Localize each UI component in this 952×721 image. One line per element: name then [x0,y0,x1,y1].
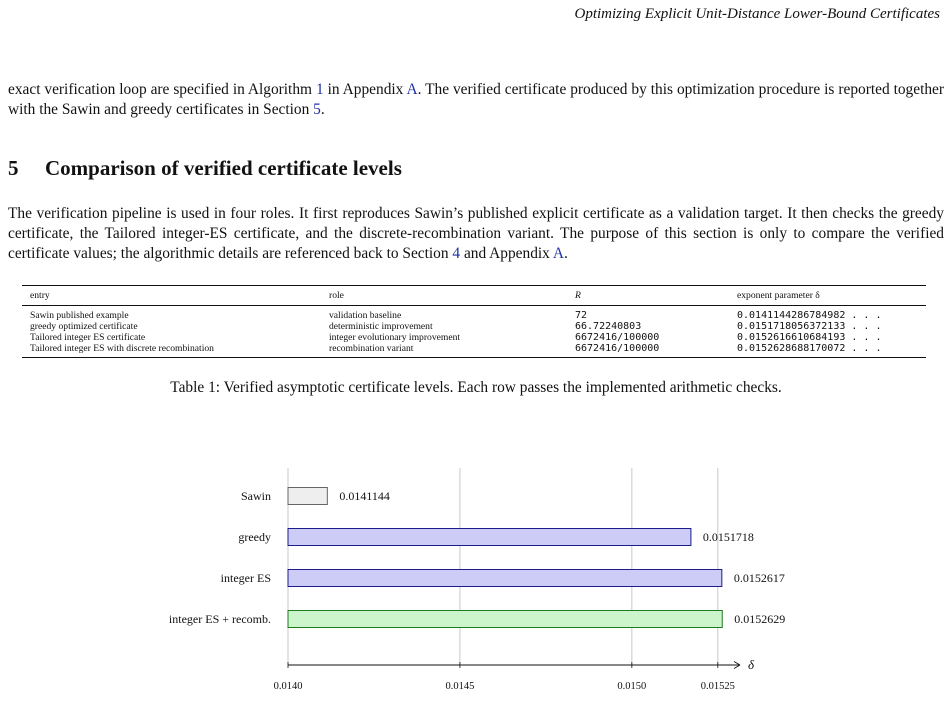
cell-role: deterministic improvement [329,321,433,332]
x-tick-label: 0.01525 [700,681,735,692]
x-tick-label: 0.0145 [445,681,475,692]
x-axis-label: δ [748,657,755,672]
cell-delta: 0.0151718056372133 . . . [737,321,882,332]
table-row [22,332,926,343]
cell-r: 66.72240803 [575,321,642,332]
section-ref-link[interactable]: 4 [452,245,461,262]
intro-text-a: exact verification loop are specified in Algorithm [8,81,316,98]
running-header: Optimizing Explicit Unit-Distance Lower-Bound Certificates [574,6,940,22]
column-header-delta: exponent parameter δ [737,290,820,301]
cell-role: integer evolutionary improvement [329,332,461,343]
value-label: 0.0152617 [733,571,785,585]
intro-text-d: . [320,101,325,118]
table-header-row [22,286,926,306]
cell-r: 6672416/100000 [575,343,660,354]
bar-integer-es [288,570,722,587]
body-text-a: The verification pipeline is used in four roles. It first reproduces Sawin’s published explicit certificate as a validation target. It then checks the greedy certificate, the Tailored integer-ES certificate, and the discrete-recombination variant. The purpose of this section is only to compare the verified certificate values; the algorithmic details are referenced back to Section [8,205,944,262]
bar-integer-es-recomb- [288,611,722,628]
intro-text-c: . The verified certificate produced by this optimization procedure is reported together with the Sawin and greedy certificates in Section [8,81,945,118]
cell-r: 6672416/100000 [575,332,660,343]
cell-entry: Sawin published example [30,310,129,321]
category-label: greedy [238,530,271,544]
delta-bar-chart [0,460,952,710]
cell-delta: 0.0152628688170072 . . . [737,343,882,354]
table-row [22,321,926,332]
category-label: integer ES + recomb. [168,612,271,626]
cell-delta: 0.0141144286784982 . . . [737,310,882,321]
column-header-role: role [329,290,344,301]
algorithm-ref-link[interactable]: 1 [315,81,324,98]
cell-delta: 0.0152616610684193 . . . [737,332,882,343]
cell-role: validation baseline [329,310,402,321]
section-number: 5 [8,156,19,180]
cell-r: 72 [575,310,588,321]
bar-greedy [288,529,691,546]
intro-paragraph [8,80,944,120]
category-label: integer ES [220,571,271,585]
cell-entry: Tailored integer ES certificate [30,332,146,343]
intro-text-b: in Appendix [323,81,407,98]
x-tick-label: 0.0150 [617,681,647,692]
body-text-c: . [564,245,568,262]
section-title: Comparison of verified certificate levels [45,156,402,180]
section-heading [8,156,402,181]
appendix-ref-link[interactable]: A [552,245,564,262]
cell-role: recombination variant [329,343,414,354]
value-label: 0.0152629 [734,612,786,626]
x-tick-label: 0.0140 [273,681,303,692]
table-row [22,343,926,358]
table-caption: Table 1: Verified asymptotic certificate levels. Each row passes the implemented arithmetic checks. [170,379,782,396]
value-label: 0.0141144 [339,489,390,503]
value-label: 0.0151718 [702,530,754,544]
table-row [22,306,926,322]
section-ref-link[interactable]: 5 [313,101,321,118]
body-text-b: and Appendix [460,245,553,262]
appendix-ref-link[interactable]: A [406,81,418,98]
cell-entry: Tailored integer ES with discrete recombination [30,343,214,354]
column-header-r: R [575,290,581,301]
certificate-table [22,285,926,358]
bar-sawin [288,488,327,505]
cell-entry: greedy optimized certificate [30,321,138,332]
column-header-entry: entry [30,290,50,301]
category-label: Sawin [241,489,271,503]
body-paragraph [8,204,944,264]
